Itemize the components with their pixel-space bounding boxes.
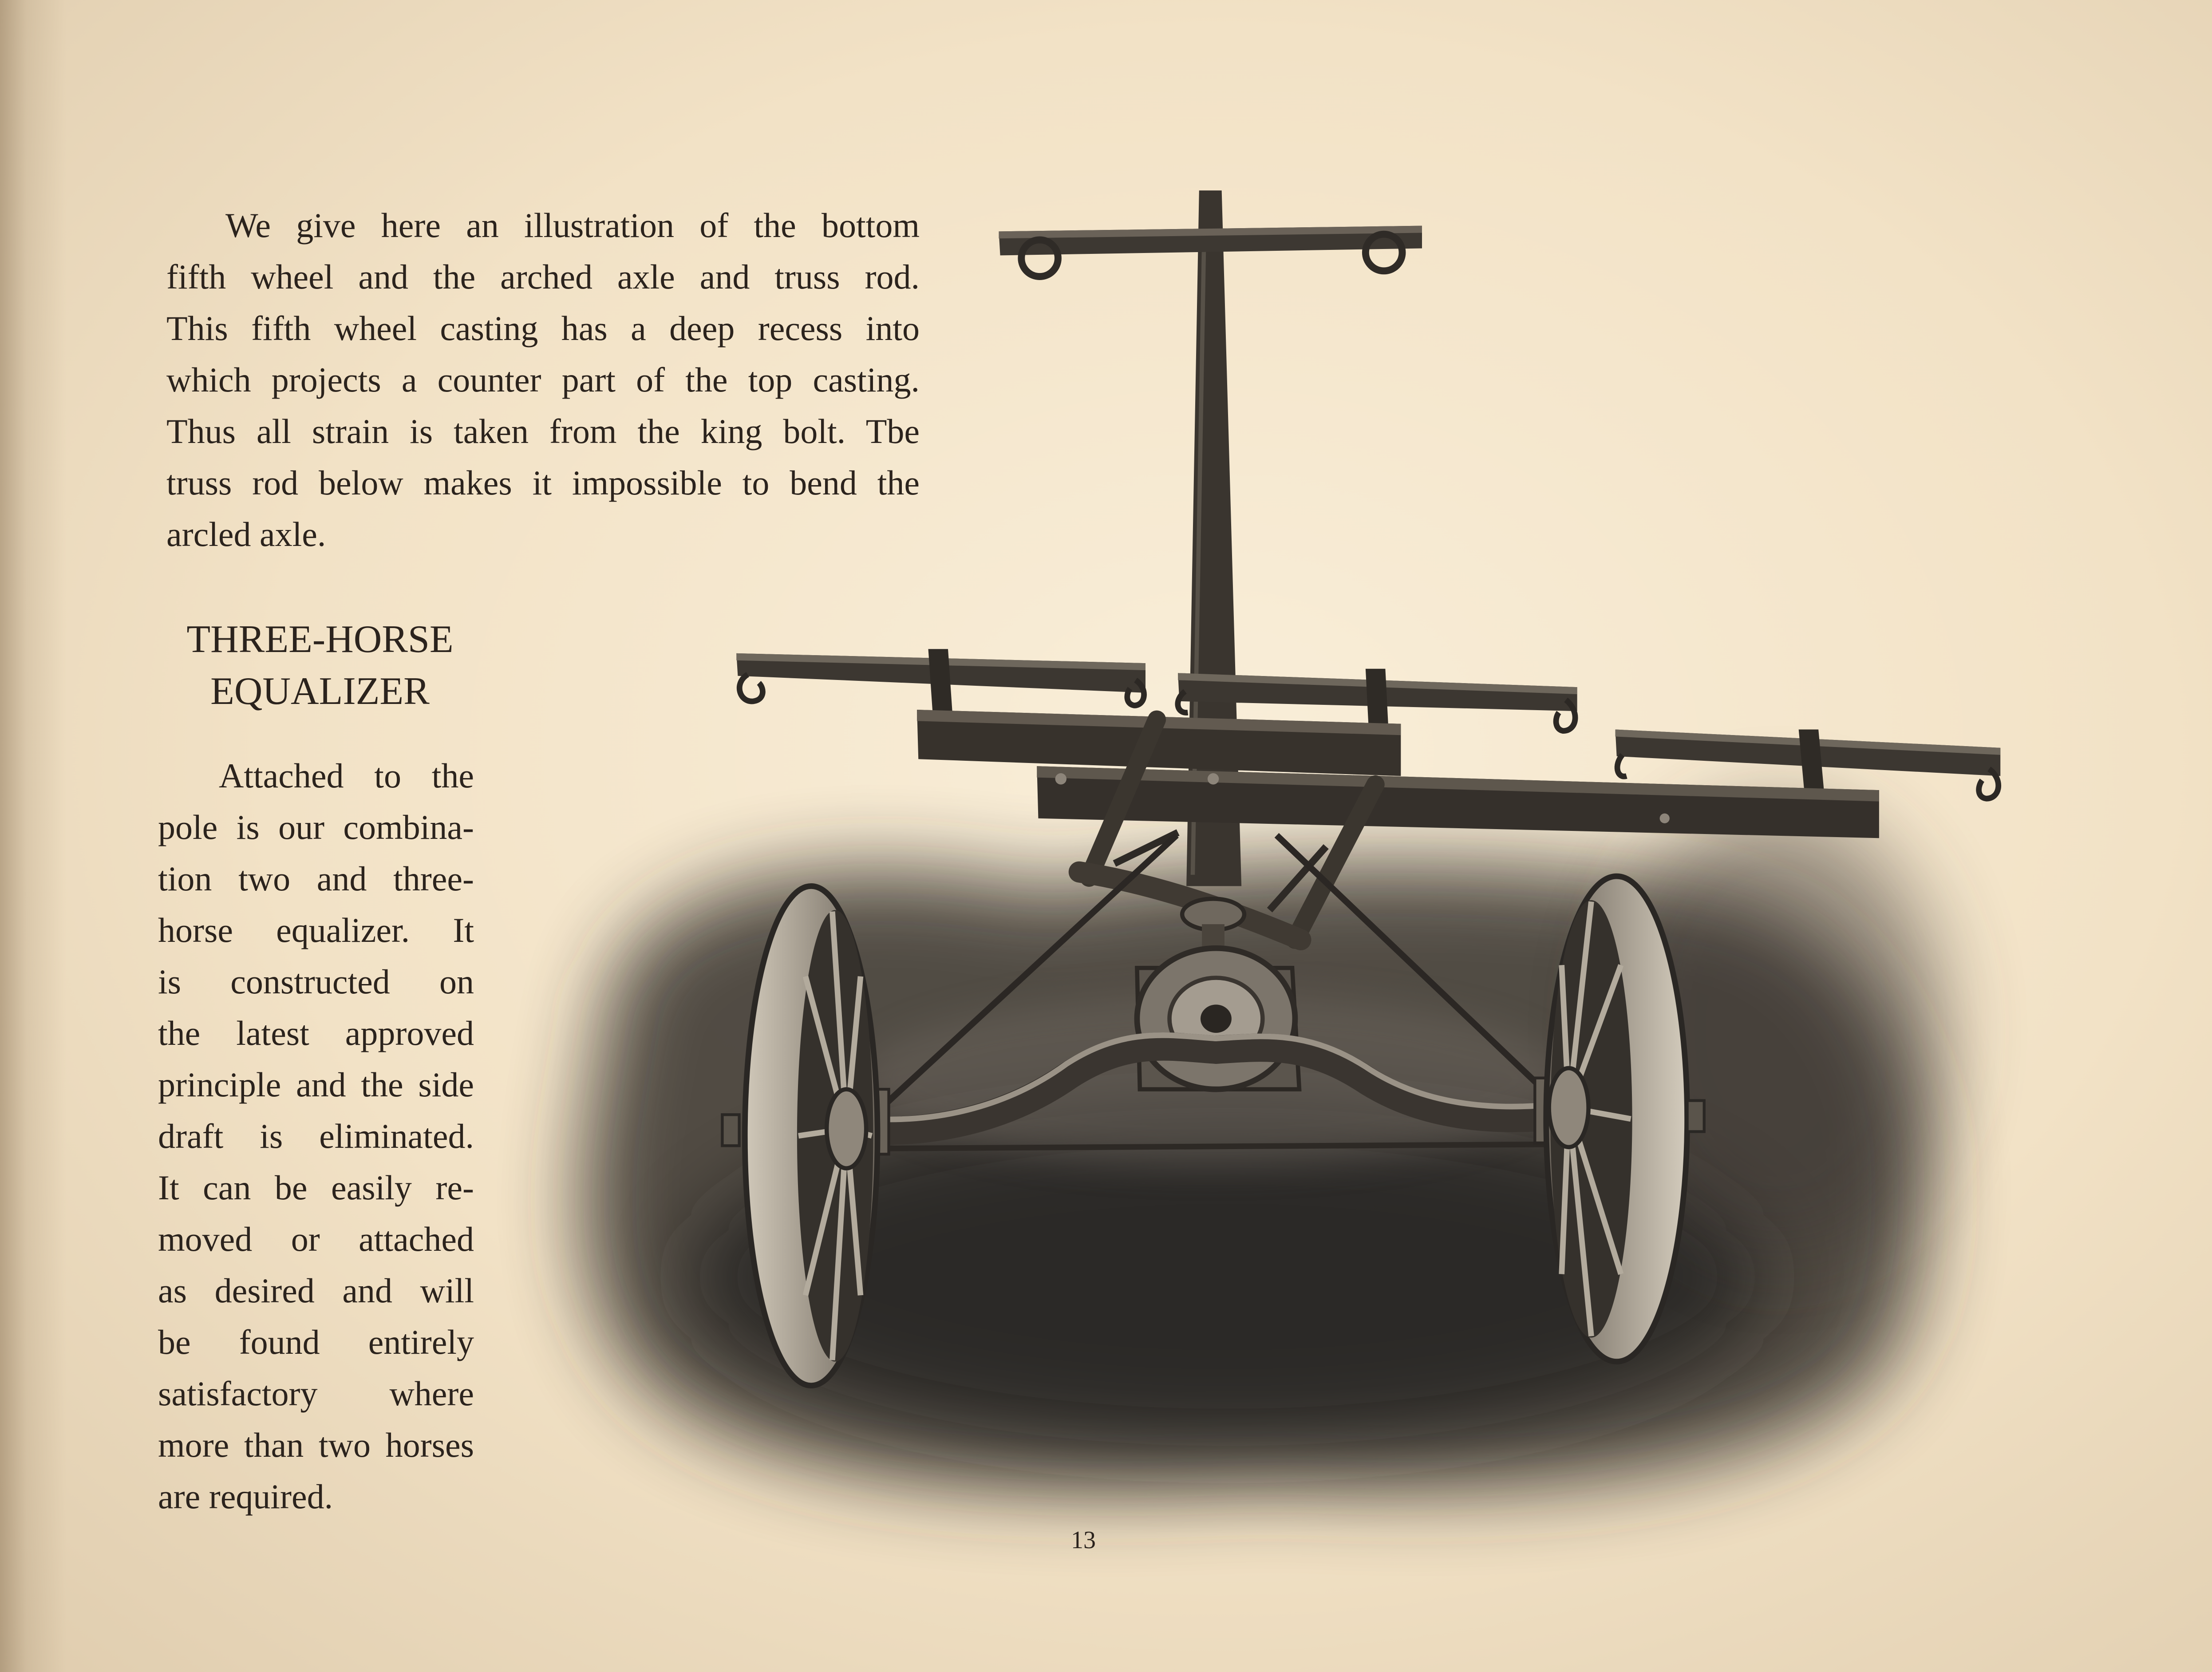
equalizer-line: are required.: [158, 1477, 333, 1516]
equalizer-line: is constructed on: [158, 962, 474, 1001]
intro-line: which projects a counter part of the top casting.: [166, 360, 920, 399]
right-wheel-axle-nut: [1687, 1101, 1704, 1132]
equalizer-line: moved or attached: [158, 1220, 474, 1258]
singletree-right-hook-left: [1617, 755, 1627, 777]
equalizer-line: horse equalizer. It: [158, 911, 474, 949]
intro-line: arcled axle.: [166, 515, 326, 553]
page-number: 13: [1071, 1526, 1096, 1554]
evener-bolt-left: [1055, 773, 1066, 784]
left-wheel-hub: [827, 1089, 866, 1168]
intro-line: We give here an illustration of the bottom: [225, 206, 920, 245]
equalizer-line: draft is eliminated.: [158, 1117, 474, 1155]
equalizer-link-inner-left: [1114, 833, 1178, 864]
intro-line: Thus all strain is taken from the king bolt. Tbe: [166, 412, 920, 451]
section-heading-line: THREE-HORSE: [186, 618, 454, 661]
equalizer-line: pole is our combina-: [158, 808, 474, 846]
equalizer-line: the latest approved: [158, 1014, 474, 1052]
equalizer-line: tion two and three-: [158, 859, 474, 898]
equalizer-line: satisfactory where: [158, 1374, 474, 1413]
singletree-left-hook-left: [739, 675, 762, 702]
section-heading-line: EQUALIZER: [210, 670, 430, 713]
evener-bolt-right: [1660, 814, 1670, 823]
intro-line: This fifth wheel casting has a deep recess into: [166, 309, 920, 348]
right-wheel-hub: [1549, 1068, 1588, 1147]
intro-line: truss rod below makes it impossible to bend the: [166, 463, 920, 502]
king-bolt-hole: [1201, 1004, 1232, 1033]
equalizer-line: principle and the side: [158, 1065, 474, 1104]
equalizer-line: It can be easily re-: [158, 1168, 474, 1207]
intro-paragraph: [166, 200, 920, 560]
left-wheel-axle-nut: [722, 1115, 739, 1146]
equalizer-line: as desired and will: [158, 1271, 474, 1310]
equalizer-paragraph: [158, 750, 474, 1522]
equalizer-line: be found entirely: [158, 1323, 474, 1361]
equalizer-line: Attached to the: [219, 756, 474, 795]
section-heading: [142, 613, 498, 717]
evener-bolt-center: [1208, 773, 1219, 784]
equalizer-line: more than two horses: [158, 1426, 474, 1464]
intro-line: fifth wheel and the arched axle and truss rod.: [166, 257, 920, 296]
